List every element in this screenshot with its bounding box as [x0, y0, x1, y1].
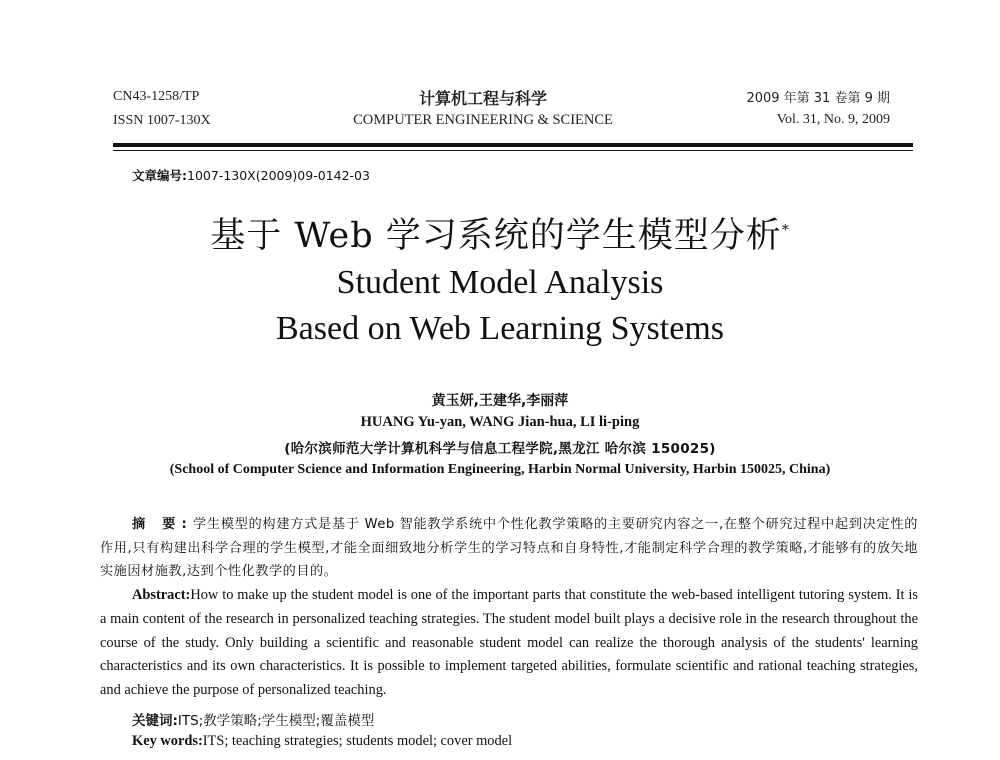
- abstract-en-label: Abstract:: [132, 587, 191, 603]
- journal-title-en: COMPUTER ENGINEERING & SCIENCE: [353, 112, 613, 128]
- article-number-value: 1007-130X(2009)09-0142-03: [187, 168, 370, 183]
- header-rule-thin: [113, 150, 913, 151]
- keywords-en: [132, 733, 512, 750]
- abstract-cn-text: 学生模型的构建方式是基于 Web 智能教学系统中个性化教学策略的主要研究内容之一,在整个研究过程中起到决定性的作用,只有构建出科学合理的学生模型,才能全面细致地分析学生的学习特点和自身特性,才能制定科学合理的教学策略,才能够有的放矢地实施因材施教,达到个性化教学的目的。: [100, 517, 918, 579]
- article-number-label: 文章编号:: [132, 168, 187, 183]
- abstract-cn: [100, 513, 918, 584]
- issue-en: Vol. 31, No. 9, 2009: [776, 112, 890, 127]
- affiliation-cn: (哈尔滨师范大学计算机科学与信息工程学院,黑龙江 哈尔滨 150025): [284, 441, 716, 457]
- affiliation-en: (School of Computer Science and Information Engineering, Harbin Normal University, Harbin 150025, China): [169, 462, 831, 477]
- issn: ISSN 1007-130X: [113, 113, 211, 128]
- keywords-cn-label: 关键词:: [132, 713, 178, 729]
- title-cn-text: 基于 Web 学习系统的学生模型分析: [210, 216, 782, 256]
- authors-en: HUANG Yu-yan, WANG Jian-hua, LI li-ping: [360, 414, 640, 430]
- authors-cn: 黄玉妍,王建华,李丽萍: [431, 393, 569, 409]
- keywords-en-label: Key words:: [132, 733, 203, 749]
- abstract-en: [100, 584, 918, 703]
- title-cn: [0, 208, 1000, 258]
- title-en-line1: Student Model Analysis: [336, 264, 664, 301]
- cn-code: CN43-1258/TP: [113, 89, 200, 104]
- header-rule-thick: [113, 143, 913, 147]
- article-number: [132, 166, 370, 184]
- abstract-cn-label: 摘 要:: [132, 517, 193, 532]
- title-footnote-mark: *: [781, 222, 790, 239]
- journal-title-cn: 计算机工程与科学: [418, 89, 547, 108]
- keywords-en-text: ITS; teaching strategies; students model; cover model: [202, 733, 513, 749]
- title-en-line2: Based on Web Learning Systems: [275, 310, 724, 347]
- keywords-cn-text: ITS;教学策略;学生模型;覆盖模型: [177, 713, 375, 729]
- issue-cn: 2009 年第 31 卷第 9 期: [746, 91, 890, 106]
- abstract-en-text: How to make up the student model is one of the important parts that constitute the web-based intelligent tutoring system. It is a main content of the research in personalized teaching strategies. The student model built plays a decisive role in the research throughout the course of the study. Only building a scientific and reasonable student model can realize the thorough analysis of the students' learning characteristics and its own characteristics. It is possible to implement targeted abilities, formulate scientific and rational teaching strategies, and achieve the purpose of personalized teaching.: [100, 587, 918, 699]
- keywords-cn: [132, 709, 374, 729]
